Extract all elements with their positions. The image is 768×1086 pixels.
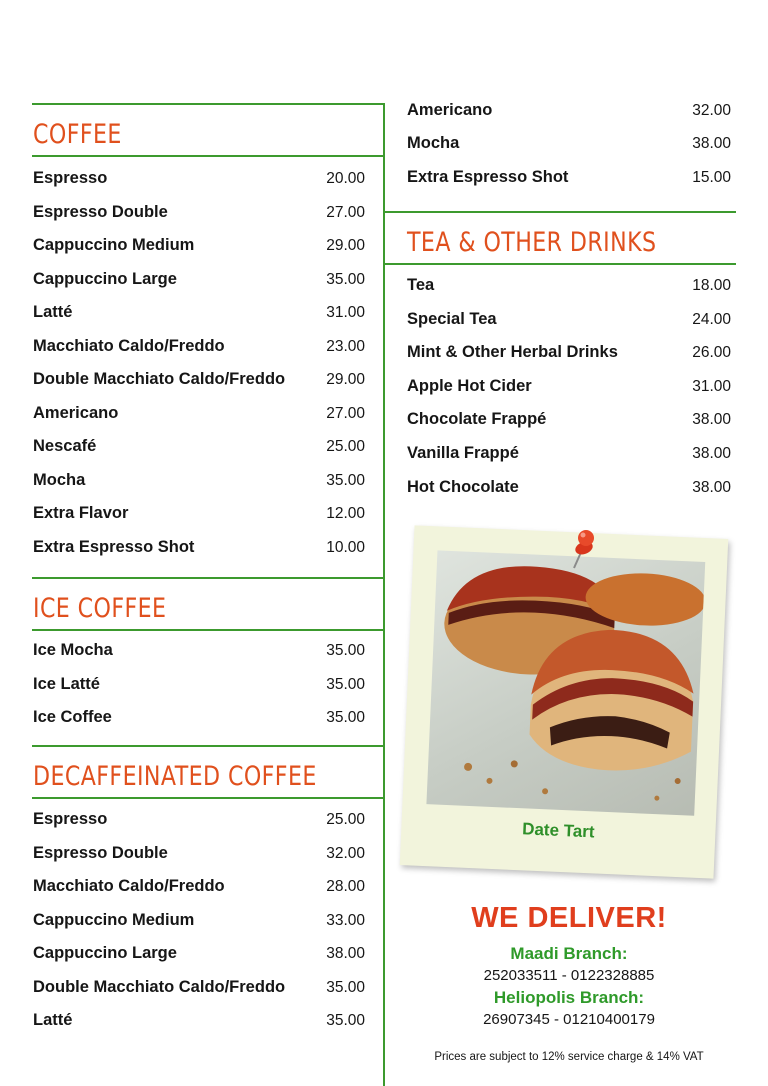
branch-name-heliopolis: Heliopolis Branch: bbox=[493, 988, 645, 1007]
menu-item: Espresso Double 27.00 bbox=[33, 203, 365, 221]
delivery-title: WE DELIVER! bbox=[471, 902, 667, 934]
menu-item: Cappuccino Large 38.00 bbox=[33, 944, 365, 962]
branch-phones-heliopolis: 26907345 - 01210400179 bbox=[483, 1011, 655, 1028]
menu-item: Hot Chocolate 38.00 bbox=[407, 478, 731, 496]
decaf-section-title: DECAFFEINATED COFFEE bbox=[33, 761, 317, 792]
branch-name-maadi: Maadi Branch: bbox=[510, 944, 628, 963]
coffee-top-rule bbox=[32, 103, 384, 105]
menu-item: Ice Latté 35.00 bbox=[33, 675, 365, 693]
tea-section-title: TEA & OTHER DRINKS bbox=[407, 227, 657, 258]
menu-item: Americano 32.00 bbox=[407, 101, 731, 119]
menu-item: Tea 18.00 bbox=[407, 276, 731, 294]
decaf-title-rule bbox=[32, 797, 384, 799]
menu-item: Espresso Double 32.00 bbox=[33, 844, 365, 862]
ice-coffee-top-rule bbox=[32, 577, 384, 579]
menu-item: Macchiato Caldo/Freddo 23.00 bbox=[33, 337, 365, 355]
menu-item: Mint & Other Herbal Drinks 26.00 bbox=[407, 343, 731, 361]
tea-top-rule bbox=[384, 211, 736, 213]
menu-item: Double Macchiato Caldo/Freddo 35.00 bbox=[33, 978, 365, 996]
ice-coffee-title-rule bbox=[32, 629, 384, 631]
menu-item: Cappuccino Medium 29.00 bbox=[33, 236, 365, 254]
menu-item: Americano 27.00 bbox=[33, 404, 365, 422]
menu-item: Special Tea 24.00 bbox=[407, 310, 731, 328]
menu-item: Ice Coffee 35.00 bbox=[33, 708, 365, 726]
column-divider bbox=[383, 103, 385, 1086]
menu-item: Ice Mocha 35.00 bbox=[33, 641, 365, 659]
photo-caption: Date Tart bbox=[521, 819, 595, 842]
menu-item: Latté 31.00 bbox=[33, 303, 365, 321]
menu-item: Double Macchiato Caldo/Freddo 29.00 bbox=[33, 370, 365, 388]
menu-item: Chocolate Frappé 38.00 bbox=[407, 410, 731, 428]
menu-item: Mocha 35.00 bbox=[33, 471, 365, 489]
menu-item: Extra Espresso Shot 10.00 bbox=[33, 538, 365, 556]
push-pin-icon bbox=[565, 528, 599, 572]
menu-item: Espresso 20.00 bbox=[33, 169, 365, 187]
decaf-top-rule bbox=[32, 745, 384, 747]
service-charge-note: Prices are subject to 12% service charge & 14% VAT bbox=[434, 1051, 704, 1063]
menu-item: Macchiato Caldo/Freddo 28.00 bbox=[33, 877, 365, 895]
menu-item: Vanilla Frappé 38.00 bbox=[407, 444, 731, 462]
date-tart-illustration bbox=[426, 550, 705, 815]
coffee-section-title: COFFEE bbox=[33, 119, 122, 150]
ice-coffee-section-title: ICE COFFEE bbox=[33, 593, 167, 624]
polaroid-photo-card bbox=[400, 525, 729, 878]
menu-item: Mocha 38.00 bbox=[407, 134, 731, 152]
menu-item: Extra Espresso Shot 15.00 bbox=[407, 168, 731, 186]
menu-item: Nescafé 25.00 bbox=[33, 437, 365, 455]
menu-item: Cappuccino Large 35.00 bbox=[33, 270, 365, 288]
tea-title-rule bbox=[384, 263, 736, 265]
date-tart-photo bbox=[426, 550, 705, 815]
menu-item: Espresso 25.00 bbox=[33, 810, 365, 828]
menu-item: Apple Hot Cider 31.00 bbox=[407, 377, 731, 395]
branch-phones-maadi: 252033511 - 0122328885 bbox=[483, 967, 655, 984]
menu-item: Latté 35.00 bbox=[33, 1011, 365, 1029]
coffee-title-rule bbox=[32, 155, 384, 157]
menu-item: Extra Flavor 12.00 bbox=[33, 504, 365, 522]
menu-item: Cappuccino Medium 33.00 bbox=[33, 911, 365, 929]
